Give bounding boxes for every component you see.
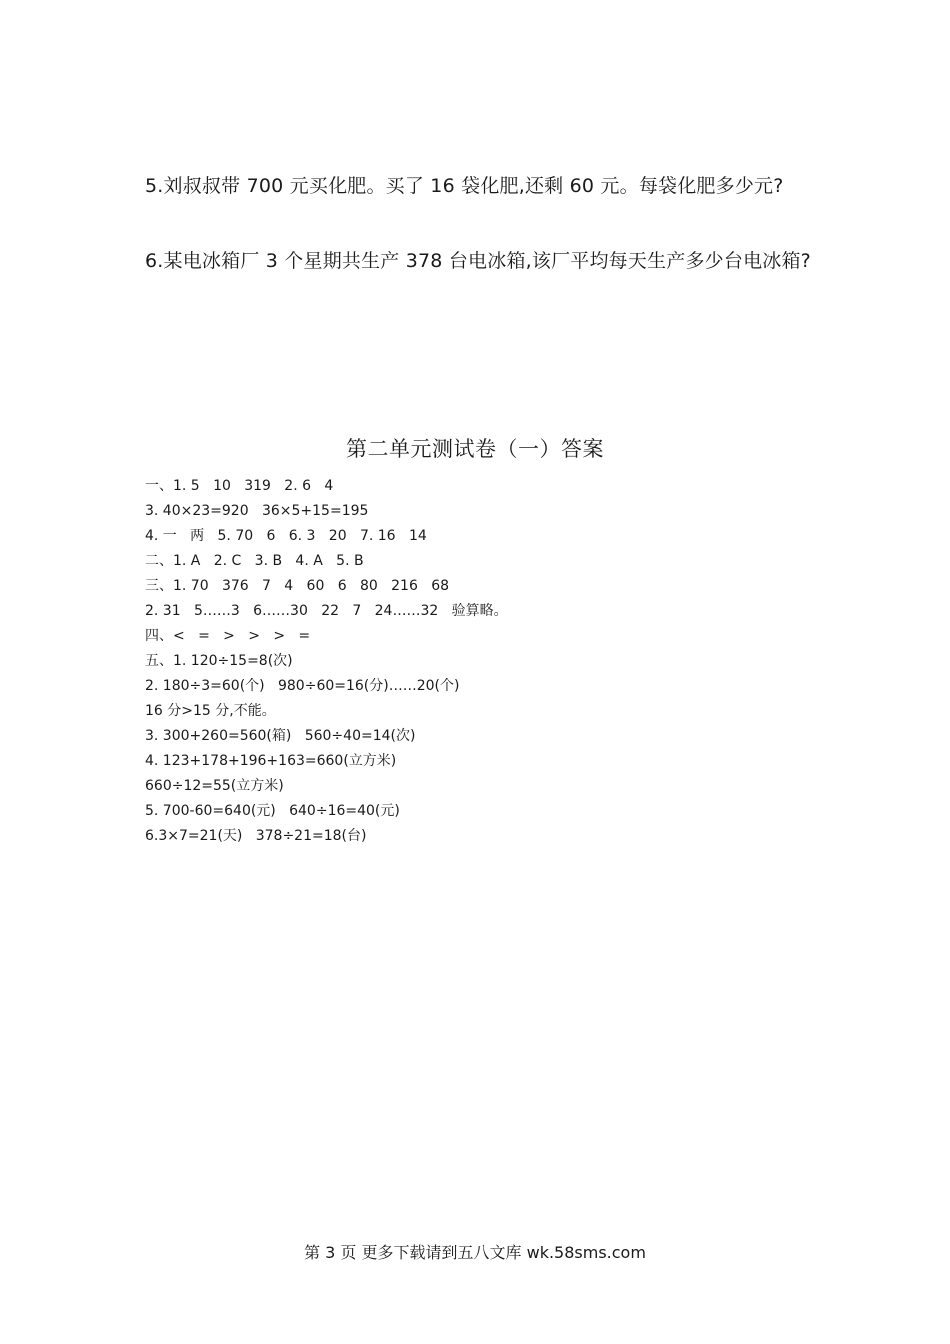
answer-key-title: 第二单元测试卷（一）答案 (346, 437, 604, 461)
answer-line: 3. 40×23=920 36×5+15=195 (145, 503, 369, 519)
answer-line: 2. 31 5……3 6……30 22 7 24……32 验算略。 (145, 603, 508, 619)
answer-line: 五、1. 120÷15=8(次) (145, 653, 293, 669)
answer-line: 4. 一 两 5. 70 6 6. 3 20 7. 16 14 (145, 528, 427, 544)
answer-line: 6.3×7=21(天) 378÷21=18(台) (145, 828, 367, 844)
answer-line: 一、1. 5 10 319 2. 6 4 (145, 478, 334, 494)
question-5: 5.刘叔叔带 700 元买化肥。买了 16 袋化肥,还剩 60 元。每袋化肥多少元? (145, 175, 784, 197)
answer-line: 3. 300+260=560(箱) 560÷40=14(次) (145, 728, 416, 744)
answer-line: 16 分>15 分,不能。 (145, 703, 276, 719)
answer-line: 4. 123+178+196+163=660(立方米) (145, 753, 397, 769)
answer-line: 三、1. 70 376 7 4 60 6 80 216 68 (145, 578, 450, 594)
page-footer: 第 3 页 更多下载请到五八文库 wk.58sms.com (304, 1243, 646, 1262)
answer-line: 660÷12=55(立方米) (145, 778, 284, 794)
answer-line: 5. 700-60=640(元) 640÷16=40(元) (145, 803, 400, 819)
answer-key-list (145, 474, 508, 849)
question-6: 6.某电冰箱厂 3 个星期共生产 378 台电冰箱,该厂平均每天生产多少台电冰箱? (145, 250, 811, 272)
answer-line: 二、1. A 2. C 3. B 4. A 5. B (145, 553, 364, 569)
answer-line: 2. 180÷3=60(个) 980÷60=16(分)……20(个) (145, 678, 460, 694)
answer-line: 四、< = > > > = (145, 628, 311, 644)
